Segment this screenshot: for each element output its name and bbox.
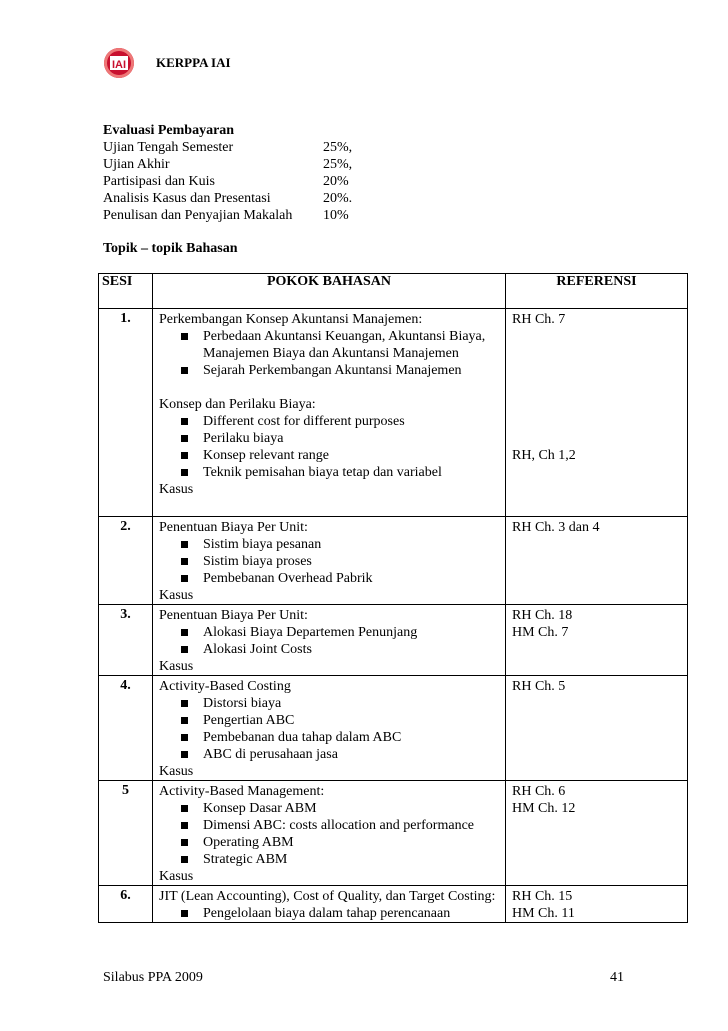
list-item	[181, 464, 501, 481]
topic-title: Activity-Based Management:	[159, 784, 325, 799]
table-row	[99, 676, 688, 781]
evaluation-item	[103, 156, 352, 173]
evaluation-item	[103, 190, 352, 207]
bullet-icon	[181, 367, 188, 374]
bullet-icon	[181, 839, 188, 846]
bullet-icon	[181, 700, 188, 707]
list-item-text: Konsep relevant range	[203, 448, 329, 463]
bullet-icon	[181, 333, 188, 340]
list-item	[181, 413, 501, 430]
list-item-text: Perbedaan Akuntansi Keuangan, Akuntansi Biaya, Manajemen Biaya dan Akuntansi Manajemen	[203, 329, 486, 361]
sesi-number: 1.	[99, 309, 153, 517]
list-item	[181, 430, 501, 447]
column-header-referensi: REFERENSI	[506, 274, 688, 309]
page-header	[104, 47, 231, 79]
list-item-text: Alokasi Joint Costs	[203, 642, 312, 657]
evaluation-item	[103, 139, 352, 156]
svg-text:IAI: IAI	[111, 59, 127, 71]
evaluation-item	[103, 173, 352, 190]
list-item	[181, 729, 501, 746]
table-row	[99, 517, 688, 605]
evaluation-item-name: Analisis Kasus dan Presentasi	[103, 191, 271, 206]
referensi-cell	[506, 309, 688, 517]
reference-text: RH Ch. 3 dan 4	[512, 520, 600, 535]
subtopic-list	[159, 328, 501, 379]
list-item-text: Pengertian ABC	[203, 713, 295, 728]
sesi-number: 5	[99, 781, 153, 886]
footer-title: Silabus PPA 2009	[103, 970, 203, 985]
topic-title: JIT (Lean Accounting), Cost of Quality, dan Target Costing:	[159, 889, 496, 904]
list-item-text: Pengelolaan biaya dalam tahap perencanaan	[203, 906, 451, 921]
reference-text: RH, Ch 1,2	[512, 448, 576, 463]
bullet-icon	[181, 910, 188, 917]
bullet-icon	[181, 734, 188, 741]
bullet-icon	[181, 418, 188, 425]
list-item-text: Sejarah Perkembangan Akuntansi Manajemen	[203, 363, 462, 378]
page-number: 41	[610, 970, 624, 985]
list-item	[181, 851, 501, 868]
evaluation-list	[103, 139, 352, 224]
list-item-text: Pembebanan dua tahap dalam ABC	[203, 730, 402, 745]
bullet-icon	[181, 541, 188, 548]
list-item-text: ABC di perusahaan jasa	[203, 747, 338, 762]
bullet-icon	[181, 435, 188, 442]
reference-text: RH Ch. 15	[512, 889, 573, 904]
bullet-icon	[181, 469, 188, 476]
list-item	[181, 553, 501, 570]
bullet-icon	[181, 646, 188, 653]
topic-title: Perkembangan Konsep Akuntansi Manajemen:	[159, 312, 423, 327]
list-item-text: Operating ABM	[203, 835, 294, 850]
table-row	[99, 886, 688, 923]
table-row	[99, 605, 688, 676]
list-item	[181, 570, 501, 587]
sesi-number: 4.	[99, 676, 153, 781]
kasus-label: Kasus	[159, 659, 194, 674]
topic-title: Penentuan Biaya Per Unit:	[159, 520, 308, 535]
evaluation-item-name: Penulisan dan Penyajian Makalah	[103, 208, 293, 223]
list-item	[181, 695, 501, 712]
pokok-bahasan-cell	[153, 676, 506, 781]
table-row	[99, 309, 688, 517]
sesi-number: 3.	[99, 605, 153, 676]
topic-title: Konsep dan Perilaku Biaya:	[159, 397, 316, 412]
sesi-number: 2.	[99, 517, 153, 605]
list-item	[181, 447, 501, 464]
reference-text: HM Ch. 12	[512, 801, 576, 816]
subtopic-list	[159, 695, 501, 763]
table-row	[99, 781, 688, 886]
pokok-bahasan-cell	[153, 886, 506, 923]
subtopic-list	[159, 624, 501, 658]
subtopic-list	[159, 413, 501, 481]
reference-text: HM Ch. 11	[512, 906, 575, 921]
referensi-cell	[506, 781, 688, 886]
list-item	[181, 834, 501, 851]
list-item	[181, 817, 501, 834]
topic-title: Penentuan Biaya Per Unit:	[159, 608, 308, 623]
list-item	[181, 905, 501, 922]
topic-title: Activity-Based Costing	[159, 679, 291, 694]
evaluation-item-value: 20%.	[323, 191, 353, 206]
pokok-bahasan-cell	[153, 781, 506, 886]
iai-logo-mark-icon	[104, 48, 134, 78]
sesi-number: 6.	[99, 886, 153, 923]
topik-title: Topik – topik Bahasan	[103, 241, 238, 256]
list-item	[181, 641, 501, 658]
referensi-cell	[506, 517, 688, 605]
list-item-text: Dimensi ABC: costs allocation and performance	[203, 818, 474, 833]
list-item-text: Konsep Dasar ABM	[203, 801, 317, 816]
list-item	[181, 328, 501, 362]
evaluation-title: Evaluasi Pembayaran	[103, 123, 235, 138]
list-item	[181, 746, 501, 763]
evaluation-item-value: 20%	[323, 174, 349, 189]
list-item	[181, 624, 501, 641]
pokok-bahasan-cell	[153, 517, 506, 605]
list-item-text: Perilaku biaya	[203, 431, 284, 446]
reference-text: RH Ch. 6	[512, 784, 566, 799]
bullet-icon	[181, 452, 188, 459]
list-item-text: Sistim biaya proses	[203, 554, 312, 569]
list-item-text: Strategic ABM	[203, 852, 288, 867]
referensi-cell	[506, 886, 688, 923]
kasus-label: Kasus	[159, 588, 194, 603]
bullet-icon	[181, 629, 188, 636]
list-item-text: Different cost for different purposes	[203, 414, 405, 429]
list-item	[181, 536, 501, 553]
evaluation-item	[103, 207, 352, 224]
evaluation-item-value: 10%	[323, 208, 349, 223]
referensi-cell	[506, 676, 688, 781]
evaluation-item-name: Partisipasi dan Kuis	[103, 174, 215, 189]
kasus-label: Kasus	[159, 764, 194, 779]
subtopic-list	[159, 905, 501, 922]
reference-text: RH Ch. 18	[512, 608, 573, 623]
iai-logo	[104, 48, 134, 78]
bullet-icon	[181, 805, 188, 812]
evaluation-item-value: 25%,	[323, 157, 353, 172]
bullet-icon	[181, 822, 188, 829]
list-item-text: Alokasi Biaya Departemen Penunjang	[203, 625, 418, 640]
list-item-text: Distorsi biaya	[203, 696, 282, 711]
list-item-text: Sistim biaya pesanan	[203, 537, 322, 552]
evaluation-item-name: Ujian Akhir	[103, 157, 170, 172]
reference-text: HM Ch. 7	[512, 625, 569, 640]
bullet-icon	[181, 856, 188, 863]
header-title: KERPPA IAI	[156, 55, 231, 70]
bullet-icon	[181, 558, 188, 565]
column-header-pokok-bahasan: POKOK BAHASAN	[153, 274, 506, 309]
referensi-cell	[506, 605, 688, 676]
syllabus-table	[98, 273, 688, 923]
list-item-text: Teknik pemisahan biaya tetap dan variabel	[203, 465, 442, 480]
reference-text: RH Ch. 7	[512, 312, 566, 327]
subtopic-list	[159, 536, 501, 587]
reference-text: RH Ch. 5	[512, 679, 566, 694]
bullet-icon	[181, 717, 188, 724]
bullet-icon	[181, 751, 188, 758]
table-header-row	[99, 274, 688, 309]
evaluation-item-value: 25%,	[323, 140, 353, 155]
list-item-text: Pembebanan Overhead Pabrik	[203, 571, 373, 586]
evaluation-item-name: Ujian Tengah Semester	[103, 140, 234, 155]
list-item	[181, 800, 501, 817]
kasus-label: Kasus	[159, 869, 194, 884]
pokok-bahasan-cell	[153, 309, 506, 517]
column-header-sesi: SESI	[99, 274, 153, 309]
list-item	[181, 712, 501, 729]
kasus-label: Kasus	[159, 482, 194, 497]
bullet-icon	[181, 575, 188, 582]
list-item	[181, 362, 501, 379]
pokok-bahasan-cell	[153, 605, 506, 676]
subtopic-list	[159, 800, 501, 868]
